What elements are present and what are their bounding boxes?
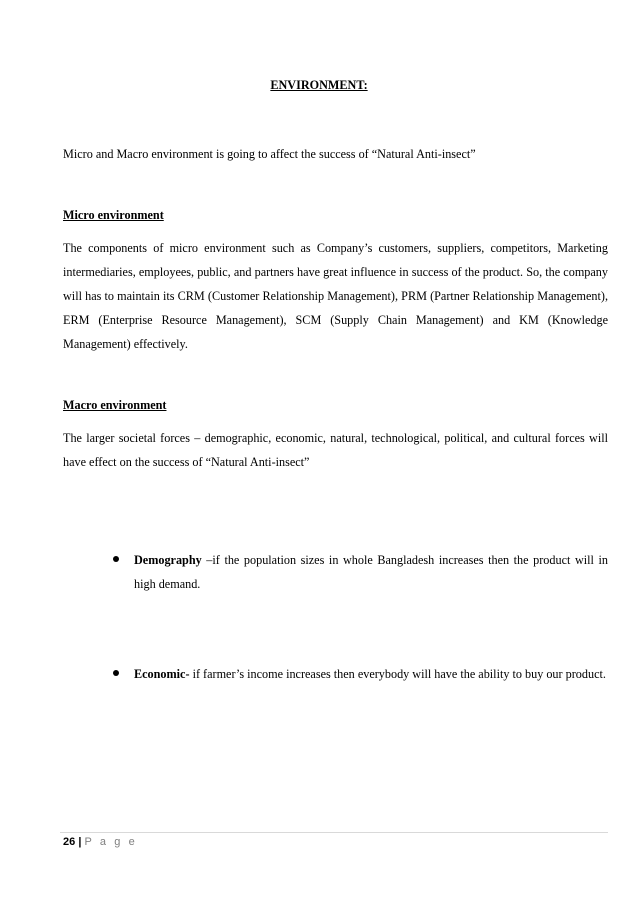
intro-paragraph: Micro and Macro environment is going to affect the success of “Natural Anti-insect” <box>63 147 476 161</box>
bullet-description: –if the population sizes in whole Bangladesh increases then the product will in high demand. <box>134 553 608 591</box>
micro-environment-heading: Micro environment <box>63 208 164 222</box>
bullet-description: if farmer’s income increases then everybody will have the ability to buy our product. <box>189 667 606 681</box>
macro-environment-paragraph: The larger societal forces – demographic, economic, natural, technological, political, and cultural forces will have effect on the success of “Natural Anti-insect” <box>63 431 608 469</box>
bullet-economic-text <box>134 662 608 686</box>
page-number: 26 <box>63 836 76 848</box>
macro-environment-heading: Macro environment <box>63 398 167 412</box>
bullet-term: Demography <box>134 553 202 567</box>
footer-divider <box>60 832 608 833</box>
bullet-dot-icon <box>113 556 119 562</box>
bullet-term: Economic- <box>134 667 190 681</box>
page-label: P a g e <box>84 836 138 848</box>
micro-environment-paragraph: The components of micro environment such as Company’s customers, suppliers, competitors, Marketing intermediaries, employees, public, and partners have great influence in success of the product. So, the company will has to maintain its CRM (Customer Relationship Management), PRM (Partner Relationship Management), ERM (Enterprise Resource Management), SCM (Supply Chain Management) and KM (Knowledge Management) effectively. <box>63 241 608 351</box>
section-heading: ENVIRONMENT: <box>270 78 368 92</box>
bullet-demography-text <box>134 548 608 596</box>
page-footer <box>63 836 137 848</box>
bullet-dot-icon <box>113 670 119 676</box>
footer-separator: | <box>78 836 82 848</box>
